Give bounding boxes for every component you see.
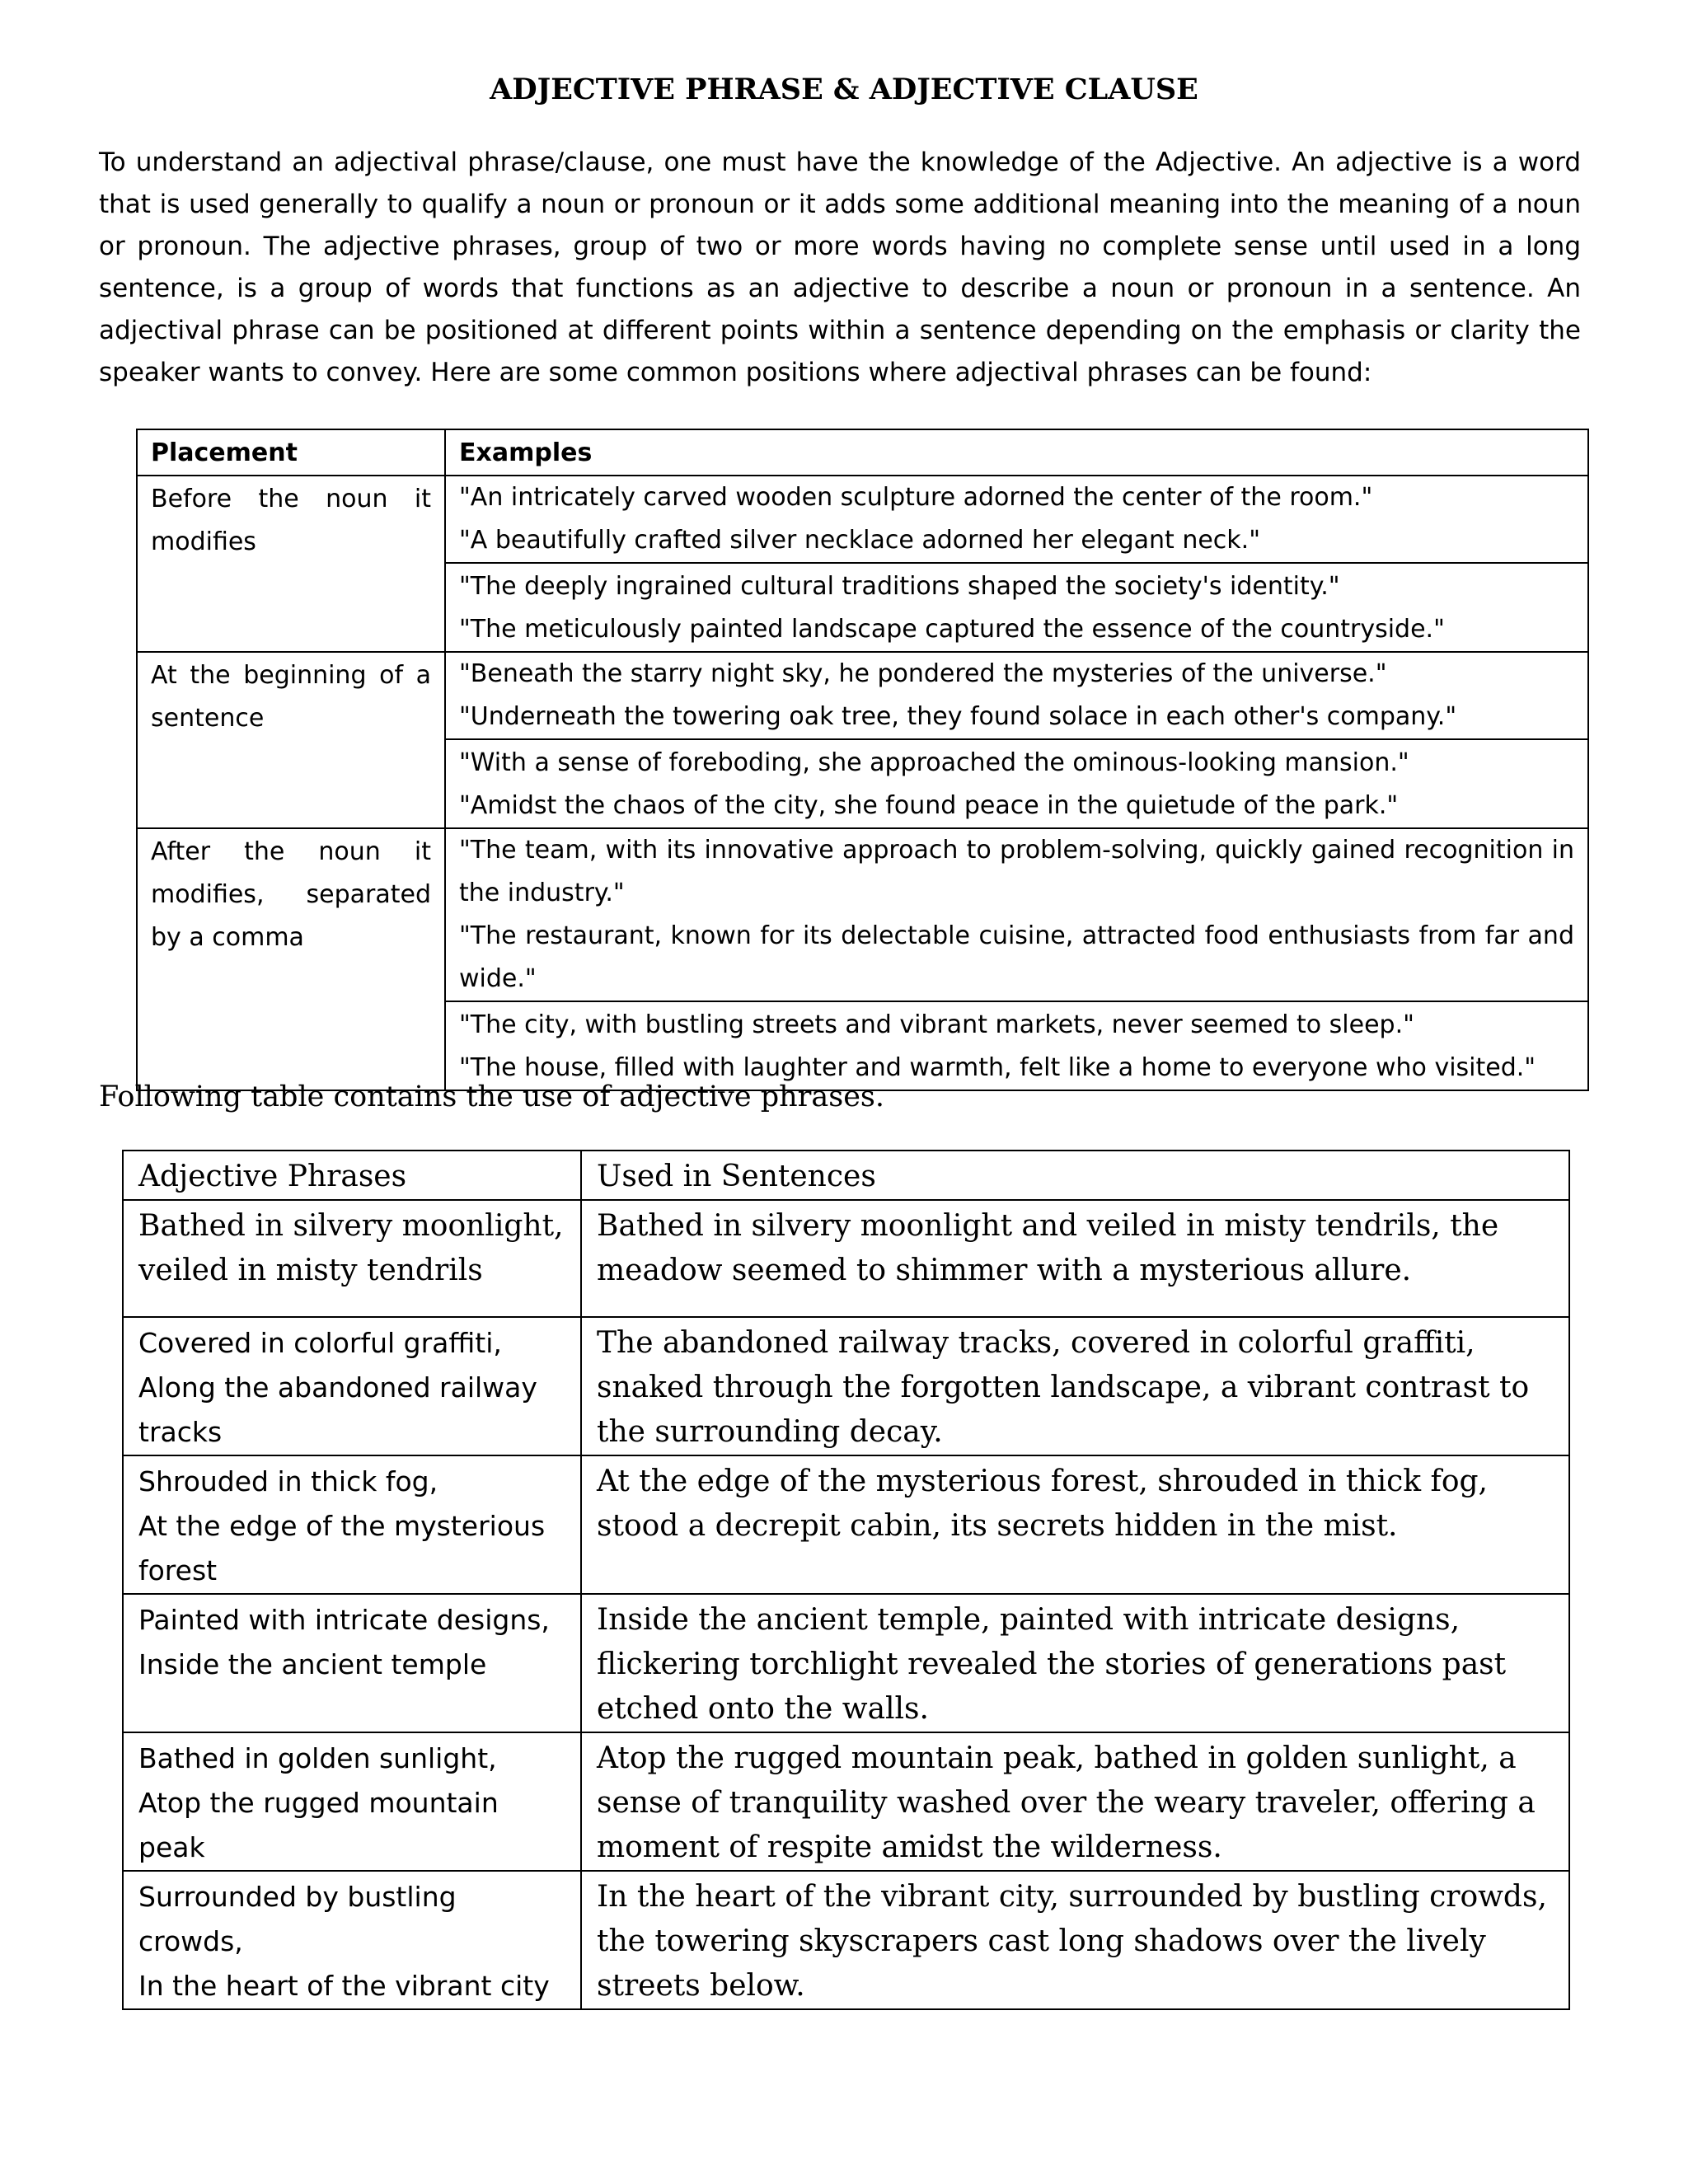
example-sentence: "The meticulously painted landscape captured the essence of the countryside." [459,615,1445,644]
sentence-cell: At the edge of the mysterious forest, shrouded in thick fog, stood a decrepit cabin, its secrets hidden in the mist. [581,1455,1569,1594]
adjective-phrase: Bathed in silvery moonlight, [138,1209,564,1243]
table-header-row [137,429,1588,476]
column-header-placement: Placement [137,429,445,476]
table-row [123,1594,1569,1732]
placement-cell: Before the noun it modifies [137,476,445,652]
adjective-phrase: Painted with intricate designs, [138,1604,550,1636]
table-header-row [123,1151,1569,1200]
sentence-cell: Atop the rugged mountain peak, bathed in golden sunlight, a sense of tranquility washed over the weary traveler, offering a moment of respite amidst the wilderness. [581,1732,1569,1871]
placement-cell: After the noun it modifies, separated by a comma [137,828,445,1090]
example-group [446,476,1587,562]
sentence-cell: Bathed in silvery moonlight and veiled in misty tendrils, the meadow seemed to shimmer with a mysterious allure. [581,1200,1569,1317]
placement-table [136,429,1589,1091]
sentence-cell: In the heart of the vibrant city, surrounded by bustling crowds, the towering skyscrapers cast long shadows over the lively streets below. [581,1871,1569,2009]
column-header-examples: Examples [445,429,1588,476]
page-title: ADJECTIVE PHRASE & ADJECTIVE CLAUSE [490,73,1198,106]
placement-cell: At the beginning of a sentence [137,652,445,828]
table-row [123,1317,1569,1455]
example-sentence: "The house, filled with laughter and warmth, felt like a home to everyone who visited." [459,1053,1536,1082]
phrases-cell [123,1732,581,1871]
example-sentence: "The restaurant, known for its delectable cuisine, attracted food enthusiasts from far and wide." [459,921,1574,993]
table-row [123,1200,1569,1317]
usage-table [122,1150,1570,2010]
table-row [137,828,1588,1090]
example-sentence: "Beneath the starry night sky, he pondered the mysteries of the universe." [459,659,1387,688]
example-sentence: "The city, with bustling streets and vibrant markets, never seemed to sleep." [459,1010,1414,1039]
phrases-cell [123,1200,581,1317]
example-group [446,829,1587,1001]
table-caption: Following table contains the use of adjective phrases. [99,1080,885,1113]
phrases-cell [123,1871,581,2009]
table-row [123,1871,1569,2009]
table-row [123,1455,1569,1594]
phrases-cell [123,1317,581,1455]
example-sentence: "With a sense of foreboding, she approached the ominous-looking mansion." [459,748,1409,777]
examples-cell [445,476,1588,652]
example-sentence: "Amidst the chaos of the city, she found peace in the quietude of the park." [459,791,1399,820]
phrases-cell [123,1455,581,1594]
adjective-phrase: Along the abandoned railway tracks [138,1371,537,1448]
adjective-phrase: In the heart of the vibrant city [138,1970,550,2002]
column-header-adjective-phrases: Adjective Phrases [123,1151,581,1200]
phrases-cell [123,1594,581,1732]
adjective-phrase: Inside the ancient temple [138,1648,487,1680]
sentence-cell: Inside the ancient temple, painted with intricate designs, flickering torchlight revealed the stories of generations past etched onto the walls. [581,1594,1569,1732]
example-sentence: "The team, with its innovative approach to problem-solving, quickly gained recognition in the industry." [459,836,1574,907]
example-group [446,562,1587,651]
adjective-phrase: veiled in misty tendrils [138,1254,483,1287]
adjective-phrase: Shrouded in thick fog, [138,1465,438,1497]
example-sentence: "Underneath the towering oak tree, they found solace in each other's company." [459,702,1457,731]
example-sentence: "The deeply ingrained cultural traditions shaped the society's identity." [459,572,1340,601]
sentence-cell: The abandoned railway tracks, covered in colorful graffiti, snaked through the forgotten landscape, a vibrant contrast to the surrounding decay. [581,1317,1569,1455]
adjective-phrase: Covered in colorful graffiti, [138,1327,502,1359]
example-sentence: "A beautifully crafted silver necklace adorned her elegant neck." [459,526,1260,555]
example-group [446,653,1587,738]
intro-paragraph: To understand an adjectival phrase/clause, one must have the knowledge of the Adjective. An adjective is a word that is used generally to qualify a noun or pronoun or it adds some additional meaning into the meaning of a noun or pronoun. The adjective phrases, group of two or more words having no complete sense until used in a long sentence, is a group of words that functions as an adjective to describe a noun or pronoun in a sentence. An adjectival phrase can be positioned at different points within a sentence depending on the emphasis or clarity the speaker wants to convey. Here are some common positions where adjectival phrases can be found: [99,148,1581,387]
table-row [123,1732,1569,1871]
adjective-phrase: Surrounded by bustling crowds, [138,1881,457,1957]
adjective-phrase: At the edge of the mysterious forest [138,1510,546,1586]
table-row [137,652,1588,828]
adjective-phrase: Bathed in golden sunlight, [138,1742,497,1774]
column-header-used-in-sentences: Used in Sentences [581,1151,1569,1200]
table-row [137,476,1588,652]
examples-cell [445,828,1588,1090]
examples-cell [445,652,1588,828]
adjective-phrase: Atop the rugged mountain peak [138,1787,499,1863]
example-sentence: "An intricately carved wooden sculpture adorned the center of the room." [459,483,1373,512]
example-group [446,738,1587,827]
